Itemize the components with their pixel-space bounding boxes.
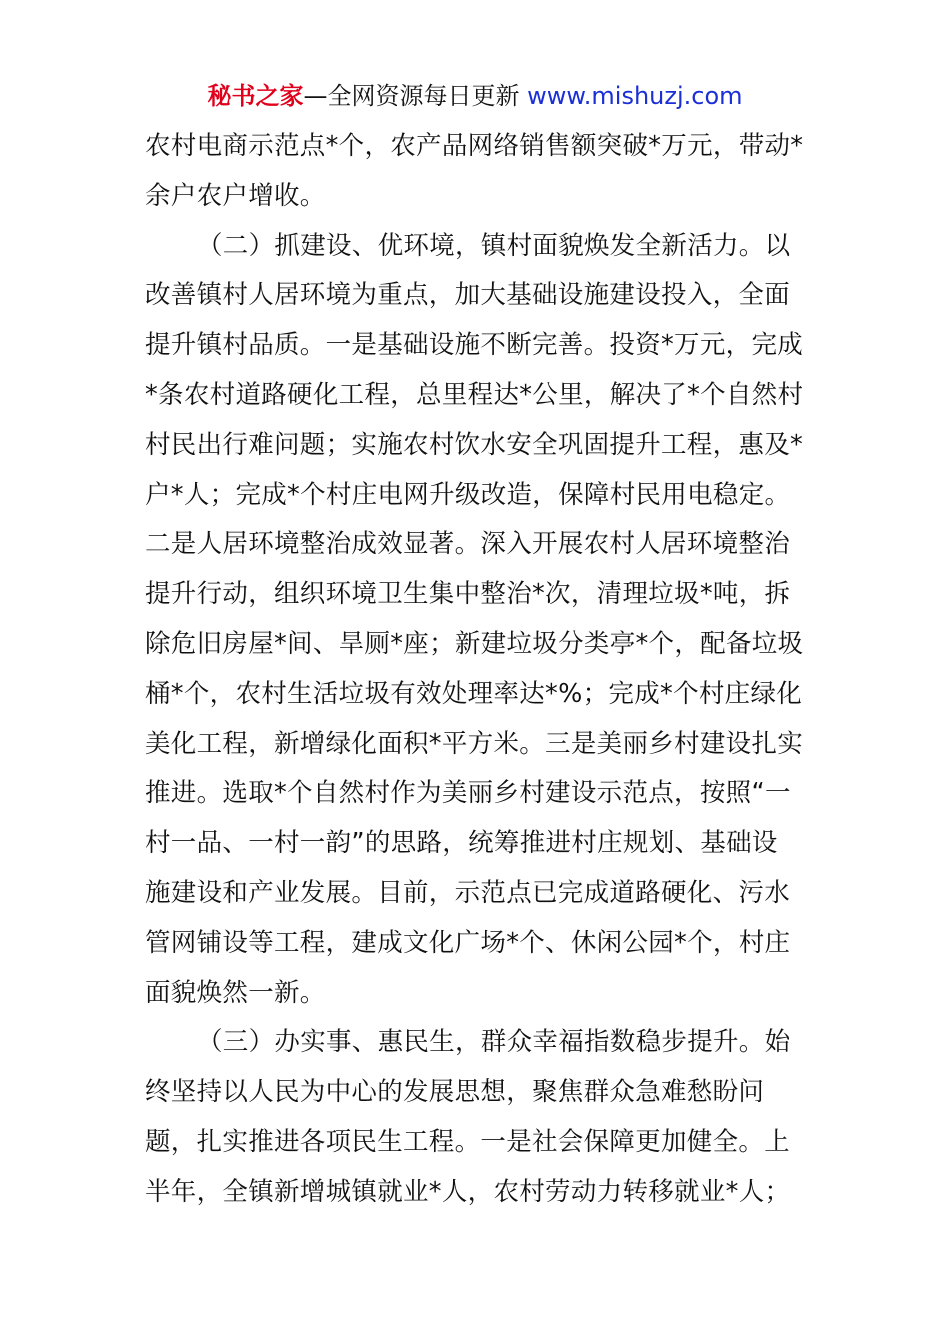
text-line: 农村电商示范点*个，农产品网络销售额突破*万元，带动*	[145, 131, 804, 161]
text-line: 改善镇村人居环境为重点，加大基础设施建设投入，全面	[145, 280, 791, 311]
text-line: 二是人居环境整治成效显著。深入开展农村人居环境整治	[145, 529, 791, 560]
text-line: 提升行动，组织环境卫生集中整治*次，清理垃圾*吨，拆	[145, 579, 791, 610]
text-line: *条农村道路硬化工程，总里程达*公里，解决了*个自然村	[145, 379, 804, 410]
section-heading-line: （三）办实事、惠民生，群众幸福指数稳步提升。始	[197, 1027, 791, 1058]
text-line: 面貌焕然一新。	[145, 977, 326, 1008]
text-line: 村民出行难问题；实施农村饮水安全巩固提升工程，惠及*	[145, 429, 804, 460]
text-line: 桶*个，农村生活垃圾有效处理率达*%；完成*个村庄绿化	[145, 678, 803, 709]
header-tagline: —全网资源每日更新	[303, 82, 520, 110]
text-line: 提升镇村品质。一是基础设施不断完善。投资*万元，完成	[145, 330, 804, 361]
text-line: 户*人；完成*个村庄电网升级改造，保障村民用电稳定。	[145, 479, 791, 510]
page-header	[0, 80, 950, 112]
text-line: 村一品、一村一韵”的思路，统筹推进村庄规划、基础设	[145, 828, 778, 859]
text-line: 题，扎实推进各项民生工程。一是社会保障更加健全。上	[145, 1126, 791, 1157]
text-line: 除危旧房屋*间、旱厕*座；新建垃圾分类亭*个，配备垃圾	[145, 628, 804, 659]
text-line: 施建设和产业发展。目前，示范点已完成道路硬化、污水	[145, 877, 791, 908]
site-url[interactable]: www.mishuzj.com	[527, 82, 743, 110]
text-line: 终坚持以人民为中心的发展思想，聚焦群众急难愁盼问	[145, 1077, 765, 1108]
brand-name: 秘书之家	[207, 82, 304, 110]
text-line: 管网铺设等工程，建成文化广场*个、休闲公园*个，村庄	[145, 927, 791, 958]
text-line: 半年，全镇新增城镇就业*人，农村劳动力转移就业*人；	[145, 1176, 791, 1207]
document-body	[145, 122, 811, 1218]
text-line: 余户农户增收。	[145, 180, 326, 211]
text-line: 美化工程，新增绿化面积*平方米。三是美丽乡村建设扎实	[145, 728, 804, 759]
section-heading-line: （二）抓建设、优环境，镇村面貌焕发全新活力。以	[197, 230, 791, 261]
text-line: 推进。选取*个自然村作为美丽乡村建设示范点，按照“一	[145, 778, 791, 809]
